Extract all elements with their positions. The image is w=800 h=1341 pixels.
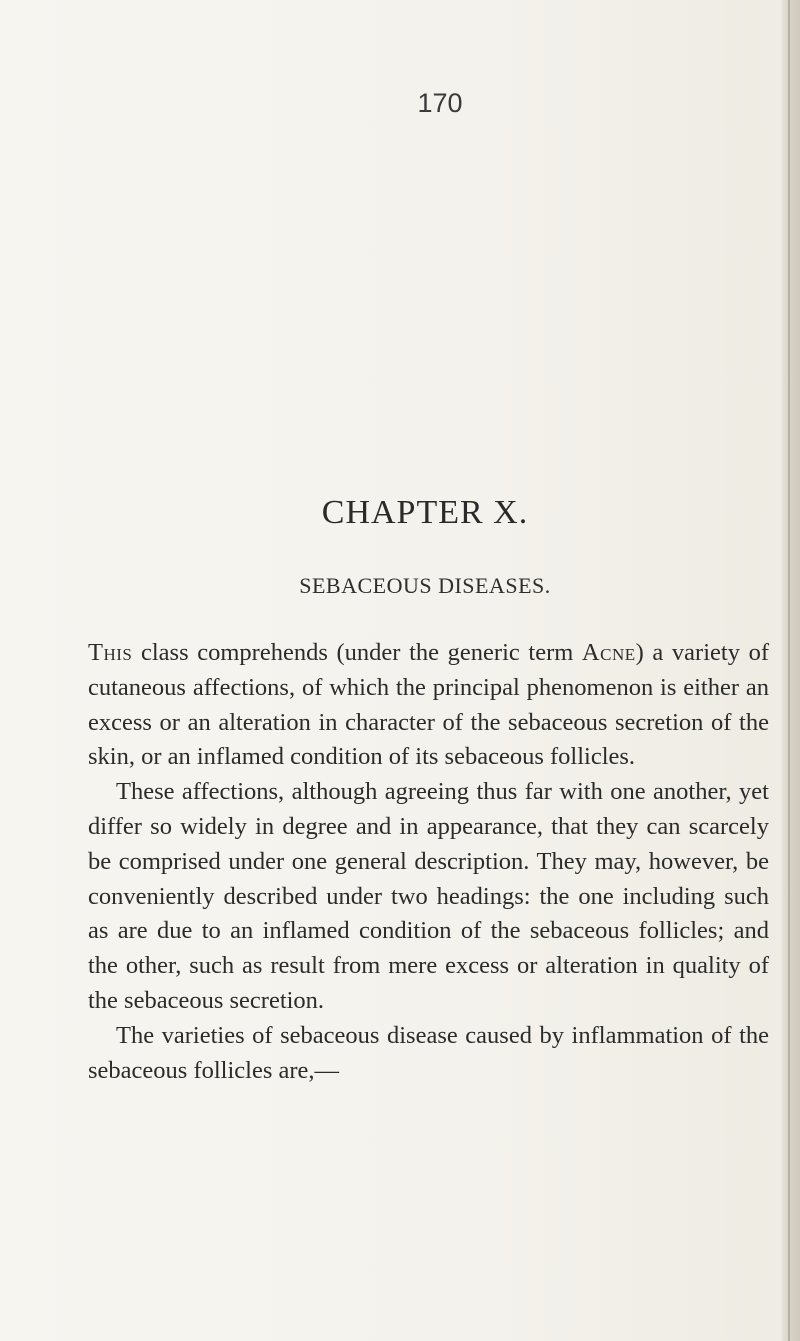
page-number: 170 [417, 88, 463, 118]
paragraph-text: class comprehends (under the generic term [132, 639, 582, 666]
chapter-title: CHAPTER X. [321, 494, 529, 531]
paragraph-text: ) a variety of cutaneous affections, of which the principal phenomenon is either an excess or an alteration in character of the sebaceous secretion of the skin, or an inflamed condition of its sebaceous follicles. [88, 639, 769, 771]
section-title: SEBACEOUS DISEASES. [299, 573, 551, 598]
body-text [88, 636, 769, 1088]
term-acne: Acne [581, 639, 636, 666]
paragraph-1 [88, 636, 769, 775]
page-edge-shadow [782, 0, 800, 1341]
paragraph-lead-word: This [88, 639, 133, 666]
paragraph-2: These affections, although agreeing thus far with one another, yet differ so widely in degree and in appearance, that they can scarcely be comprised under one general description. They may, however, be conveniently described under two headings: the one including such as are due to an inflamed condition of the sebaceous follicles; and the other, such as result from mere excess or alteration in quality of the sebaceous secretion. [88, 778, 769, 1014]
page-edge-line [788, 0, 790, 1341]
paragraph-3: The varieties of sebaceous disease caused by inflammation of the sebaceous follicles are,— [88, 1021, 769, 1084]
